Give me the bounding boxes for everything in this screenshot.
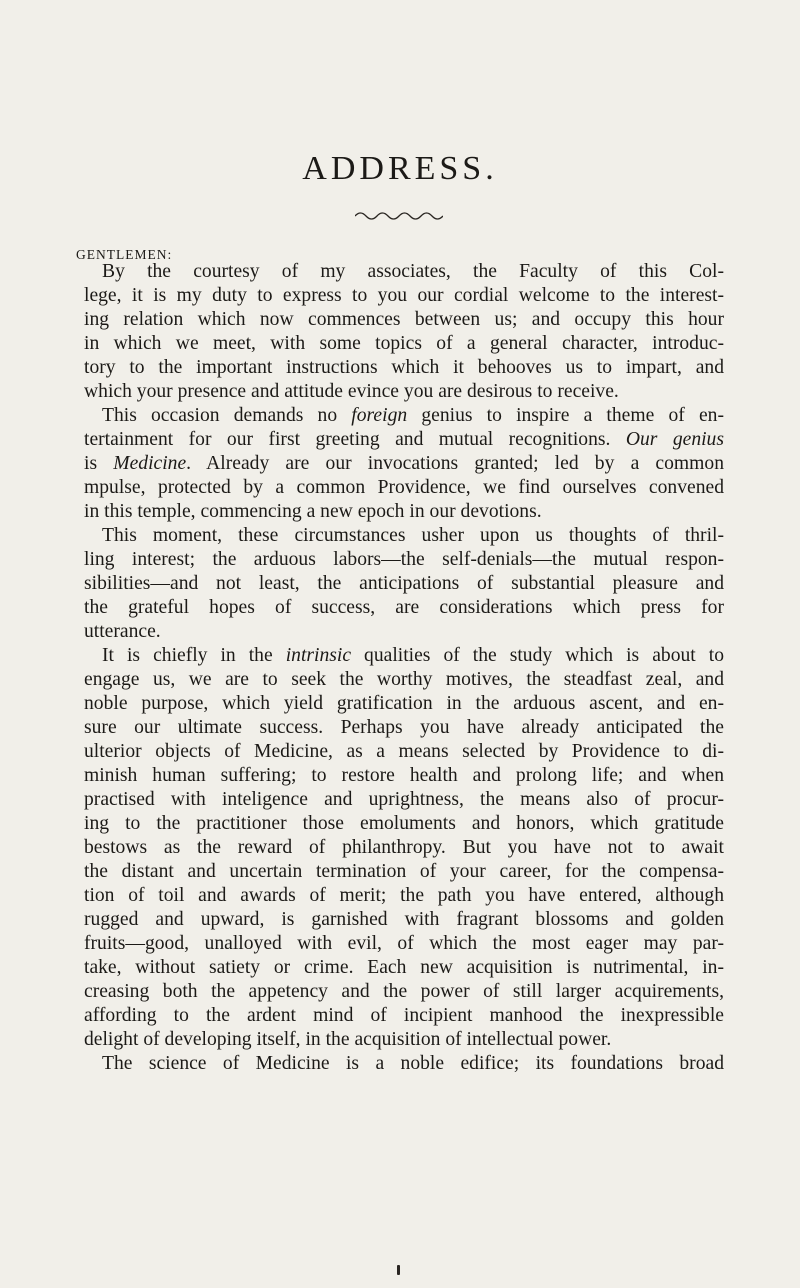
page-title: ADDRESS. (302, 150, 498, 187)
text-line: lege, it is my duty to express to you our cordial welcome to the interest- (84, 285, 724, 306)
text-line: tory to the important instructions which it behooves us to impart, and (84, 357, 724, 378)
text-line: delight of developing itself, in the acquisition of intellectual power. (84, 1029, 612, 1050)
text-line: take, without satiety or crime. Each new acquisition is nutrimental, in- (84, 957, 724, 978)
text-line: This occasion demands no foreign genius to inspire a theme of en- (102, 405, 724, 426)
text-line: bestows as the reward of philanthropy. But you have not to await (84, 837, 724, 858)
text-line: ulterior objects of Medicine, as a means selected by Providence to di- (84, 741, 724, 762)
text-line: ling interest; the arduous labors—the self-denials—the mutual respon- (84, 549, 724, 570)
text-line: tertainment for our first greeting and mutual recognitions. Our genius (84, 429, 724, 450)
text-line: This moment, these circumstances usher upon us thoughts of thril- (102, 525, 724, 546)
salutation: GENTLEMEN: (76, 247, 173, 262)
text-line: is Medicine. Already are our invocations granted; led by a common (84, 453, 724, 474)
text-line: ing to the practitioner those emoluments and honors, which gratitude (84, 813, 724, 834)
decorative-wave-rule (355, 210, 443, 222)
text-line: which your presence and attitude evince you are desirous to receive. (84, 381, 619, 402)
text-line: tion of toil and awards of merit; the path you have entered, although (84, 885, 724, 906)
text-line: noble purpose, which yield gratification in the arduous ascent, and en- (84, 693, 724, 714)
text-line: rugged and upward, is garnished with fragrant blossoms and golden (84, 909, 724, 930)
body-text (84, 260, 724, 1076)
text-line: affording to the ardent mind of incipient manhood the inexpressible (84, 1005, 724, 1026)
text-line: creasing both the appetency and the power of still larger acquirements, (84, 981, 724, 1002)
text-line: ing relation which now commences between us; and occupy this hour (84, 309, 724, 330)
text-line: utterance. (84, 621, 161, 642)
text-line: sure our ultimate success. Perhaps you have already anticipated the (84, 717, 724, 738)
text-line: the distant and uncertain termination of your career, for the compensa- (84, 861, 724, 882)
text-line: sibilities—and not least, the anticipations of substantial pleasure and (84, 573, 724, 594)
text-line: minish human suffering; to restore health and prolong life; and when (84, 765, 724, 786)
text-line: the grateful hopes of success, are considerations which press for (84, 597, 724, 618)
text-line: in which we meet, with some topics of a general character, introduc- (84, 333, 724, 354)
text-line: fruits—good, unalloyed with evil, of which the most eager may par- (84, 933, 724, 954)
text-line: practised with inteligence and uprightness, the means also of procur- (84, 789, 724, 810)
text-line: The science of Medicine is a noble edifice; its foundations broad (102, 1053, 724, 1074)
text-line: engage us, we are to seek the worthy motives, the steadfast zeal, and (84, 669, 724, 690)
text-line: mpulse, protected by a common Providence, we find ourselves convened (84, 477, 724, 498)
ink-speck (397, 1265, 400, 1275)
text-line: It is chiefly in the intrinsic qualities of the study which is about to (102, 645, 724, 666)
text-line: By the courtesy of my associates, the Faculty of this Col- (102, 261, 724, 282)
text-line: in this temple, commencing a new epoch in our devotions. (84, 501, 542, 522)
